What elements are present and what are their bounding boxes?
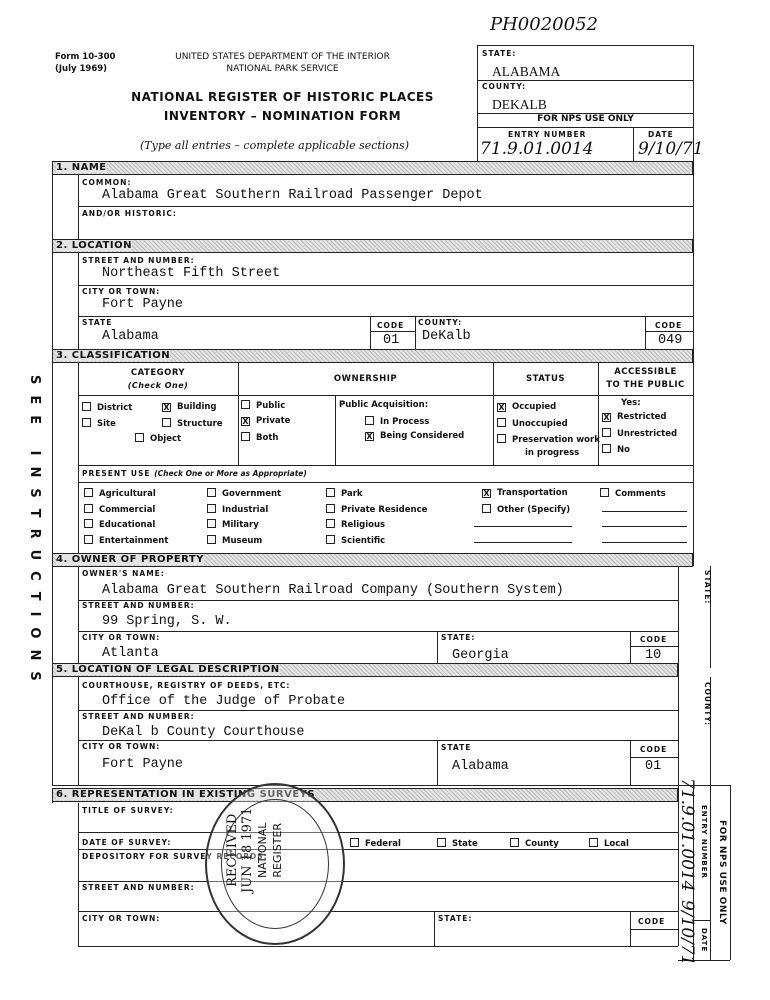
checkbox[interactable] [600,488,609,497]
access-yes-label: Yes: [621,398,641,408]
survey-date-label: DATE OF SURVEY: [82,838,172,847]
checkbox-label: Federal [365,839,401,849]
stamp-national: NATIONAL [256,822,269,878]
checkbox-label: Other (Specify) [497,504,571,515]
survey-city-label: CITY OR TOWN: [82,914,161,923]
code-label: CODE [655,321,683,330]
form-title: NATIONAL REGISTER OF HISTORIC PLACES [131,90,434,104]
checkbox[interactable] [497,434,506,443]
county-value: DeKalb [422,329,471,344]
legal-street-value: DeKal b County Courthouse [102,725,305,740]
survey-street-label: STREET AND NUMBER: [82,883,195,892]
ownership-public[interactable] [241,400,285,411]
use-comments[interactable] [600,488,666,499]
section-1-header: 1. NAME [52,161,693,175]
legal-city-label: CITY OR TOWN: [82,742,161,751]
checkbox[interactable] [326,535,335,544]
public-acquisition-label: Public Acquisition: [339,400,429,410]
checkbox-label: Both [256,433,279,443]
common-label: COMMON: [82,178,132,187]
owner-name-value: Alabama Great Southern Railroad Company (Southern System) [102,583,564,598]
checkbox-label: Park [341,489,363,499]
use-educational[interactable] [84,519,155,530]
category-header: CATEGORY [130,368,186,378]
checkbox[interactable] [241,400,250,409]
form-number: Form 10-300 [55,52,116,62]
category-structure[interactable] [162,418,223,429]
use-government[interactable] [207,488,281,499]
instructions: (Type all entries – complete applicable sections) [140,139,409,152]
checkbox[interactable] [135,433,144,442]
county-label: COUNTY: [482,82,527,91]
checkbox-label: Government [222,489,282,499]
use-other-specify-[interactable] [482,504,570,515]
see-instructions: SEE INSTRUCTIONS [27,375,42,692]
checkbox[interactable] [365,416,374,425]
date-value: 9/10/71 [638,139,704,159]
accessible-header: ACCESSIBLE [614,367,677,377]
checkbox[interactable] [602,428,611,437]
checkbox-label: Scientific [341,535,386,546]
depository-label: DEPOSITORY FOR SURVEY RECORDS: [82,852,268,861]
use-museum[interactable] [207,535,262,546]
state-value: Alabama [102,329,159,344]
code-label: CODE [640,745,668,754]
courthouse-label: COURTHOUSE, REGISTRY OF DEEDS, ETC: [82,681,291,690]
access-restricted[interactable] [602,412,667,422]
county-value: DEKALB [492,97,547,112]
use-private-residence[interactable] [326,504,427,515]
stamp-received: RECEIVED [225,813,240,887]
nps-side-county-label: COUNTY: [703,682,712,727]
entry-number-value: 71.9.01.0014 [480,139,594,159]
checkbox[interactable] [241,432,250,441]
state-label: STATE: [482,49,517,58]
checkbox[interactable] [82,418,91,427]
checkbox[interactable] [350,838,359,847]
category-site[interactable] [82,418,116,429]
legal-state-value: Alabama [452,759,509,774]
status-2[interactable] [497,434,600,445]
street-label: STREET AND NUMBER: [82,256,195,265]
date-label: DATE [648,130,674,139]
checkbox[interactable]: X [498,403,505,412]
checkbox-label: Occupied [512,402,557,412]
checkbox-label: Site [97,419,116,429]
checkbox-label: Agricultural [99,489,156,499]
ownership-header: OWNERSHIP [333,374,398,384]
checkbox[interactable] [437,838,446,847]
category-building[interactable] [162,402,217,412]
checkbox-label: Preservation work [512,435,600,445]
checkbox-label: Transportation [497,488,568,498]
legal-street-label: STREET AND NUMBER: [82,712,195,721]
checkbox[interactable] [482,504,491,513]
owner-city-label: CITY OR TOWN: [82,633,161,642]
owner-street-value: 99 Spring, S. W. [102,614,232,629]
check-one-note: (Check One) [127,381,189,390]
checkbox[interactable] [82,402,91,411]
checkbox-label: In Process [380,417,430,427]
checkbox-label: Public [256,401,286,411]
acquisition-0[interactable] [365,416,429,427]
section-5-header: 5. LOCATION OF LEGAL DESCRIPTION [52,663,678,677]
checkbox-label: State [452,839,478,849]
accessible-header-2: TO THE PUBLIC [606,380,685,390]
checkbox-label: Military [222,520,259,530]
acquisition-1[interactable] [365,431,464,441]
checkbox-label: Object [150,434,182,444]
code-label: CODE [377,321,405,330]
checkbox[interactable] [84,504,93,513]
status-0[interactable] [497,402,556,412]
access-no[interactable] [602,444,630,455]
received-stamp [205,783,345,945]
legal-state-label: STATE [441,743,472,752]
owner-state-label: STATE: [441,633,476,642]
owner-city-value: Atlanta [102,646,159,661]
owner-street-label: STREET AND NUMBER: [82,601,195,610]
legal-code-value: 01 [645,759,662,774]
checkbox-label: Museum [222,535,263,546]
checkbox[interactable] [510,838,519,847]
checkbox[interactable]: X [163,403,170,412]
side-entry-number-value: 71.9.01.0014 [677,778,697,892]
survey-level-state[interactable] [437,838,478,849]
use-transportation[interactable] [482,488,568,498]
checkbox-label: District [97,403,133,413]
use-religious[interactable] [326,519,385,530]
checkbox-label: Religious [341,520,386,530]
checkbox-label: Being Considered [380,431,465,441]
use-commercial[interactable] [84,504,155,515]
state-label: STATE [82,318,113,327]
department: UNITED STATES DEPARTMENT OF THE INTERIOR [175,52,390,62]
use-military[interactable] [207,519,259,530]
city-value: Fort Payne [102,297,184,312]
checkbox[interactable] [207,504,216,513]
checkbox[interactable] [589,838,598,847]
checkbox-label: Private Residence [341,504,428,515]
side-entry-number-label: ENTRY NUMBER [700,805,708,879]
code-label: CODE [638,917,666,926]
checkbox[interactable]: X [242,417,249,426]
status-continued: in progress [525,448,580,458]
checkbox[interactable] [326,488,335,497]
checkbox[interactable] [497,418,506,427]
nps-state-county-box [477,45,704,162]
checkbox[interactable] [207,519,216,528]
checkbox[interactable]: X [483,489,490,498]
document-id: PH0020052 [490,14,598,35]
checkbox[interactable] [162,418,171,427]
checkbox-label: Local [604,839,629,849]
use-park[interactable] [326,488,363,499]
use-agricultural[interactable] [84,488,156,499]
stamp-register: REGISTER [271,822,284,878]
present-use-label: PRESENT USE (Check One or More as Appropriate) [82,469,307,478]
checkbox[interactable]: X [366,432,373,441]
side-date-label: DATE [700,928,708,953]
checkbox-label: Commercial [99,504,156,515]
entry-number-label: ENTRY NUMBER [508,130,587,139]
checkbox-label: Structure [177,419,223,429]
section-4-header: 4. OWNER OF PROPERTY [52,553,693,567]
state-value: ALABAMA [492,64,561,79]
section-6-header: 6. REPRESENTATION IN EXISTING SURVEYS [52,788,678,802]
survey-level-local[interactable] [589,838,629,849]
ownership-both[interactable] [241,432,278,443]
checkbox[interactable] [602,444,611,453]
checkbox-label: Restricted [617,412,667,422]
survey-title-label: TITLE OF SURVEY: [82,806,174,815]
checkbox[interactable] [326,519,335,528]
county-code-value: 049 [658,333,683,348]
checkbox[interactable] [84,535,93,544]
historic-label: AND/OR HISTORIC: [82,209,177,218]
legal-city-value: Fort Payne [102,757,184,772]
section-2-header: 2. LOCATION [52,239,693,253]
side-date-value: 9/10/71 [677,900,697,966]
checkbox-label: Industrial [222,504,269,515]
stamp-date: JUN 18 1971 [240,807,255,893]
checkbox[interactable] [84,519,93,528]
status-1[interactable] [497,418,568,429]
nps-use-only: FOR NPS USE ONLY [537,114,634,124]
survey-level-federal[interactable] [350,838,401,849]
form-subtitle: INVENTORY – NOMINATION FORM [163,109,402,123]
checkbox[interactable] [207,488,216,497]
checkbox-label: Entertainment [99,535,169,546]
form-date: (July 1969) [55,64,108,74]
checkbox-label: Private [256,416,291,426]
owner-code-value: 10 [645,648,662,663]
status-header: STATUS [525,374,565,384]
checkbox-label: Educational [99,520,156,530]
checkbox-label: Unoccupied [512,419,568,429]
checkbox-label: Building [177,402,217,412]
city-label: CITY OR TOWN: [82,287,161,296]
use-scientific[interactable] [326,535,385,546]
state-code-value: 01 [383,333,400,348]
use-industrial[interactable] [207,504,268,515]
checkbox[interactable] [207,535,216,544]
category-district[interactable] [82,402,132,413]
checkbox-label: County [525,839,559,849]
nps-side-state-label: STATE: [703,570,712,605]
use-entertainment[interactable] [84,535,168,546]
survey-level-county[interactable] [510,838,559,849]
code-label: CODE [640,635,668,644]
access-unrestricted[interactable] [602,428,677,439]
category-object[interactable] [135,433,181,444]
service: NATIONAL PARK SERVICE [226,64,339,74]
checkbox[interactable]: X [603,413,610,422]
ownership-private[interactable] [241,416,290,426]
side-nps-use-only: FOR NPS USE ONLY [717,820,727,925]
checkbox[interactable] [326,504,335,513]
checkbox-label: No [617,445,630,455]
section-3-header: 3. CLASSIFICATION [52,349,693,363]
checkbox-label: Comments [615,489,666,499]
owner-name-label: OWNER'S NAME: [82,569,165,578]
common-name-value: Alabama Great Southern Railroad Passenger Depot [102,188,483,203]
street-value: Northeast Fifth Street [102,266,281,281]
courthouse-value: Office of the Judge of Probate [102,694,346,709]
checkbox[interactable] [84,488,93,497]
owner-state-value: Georgia [452,648,509,663]
checkbox-label: Unrestricted [617,429,678,439]
survey-state-label: STATE: [438,914,473,923]
county-label: COUNTY: [418,318,463,327]
